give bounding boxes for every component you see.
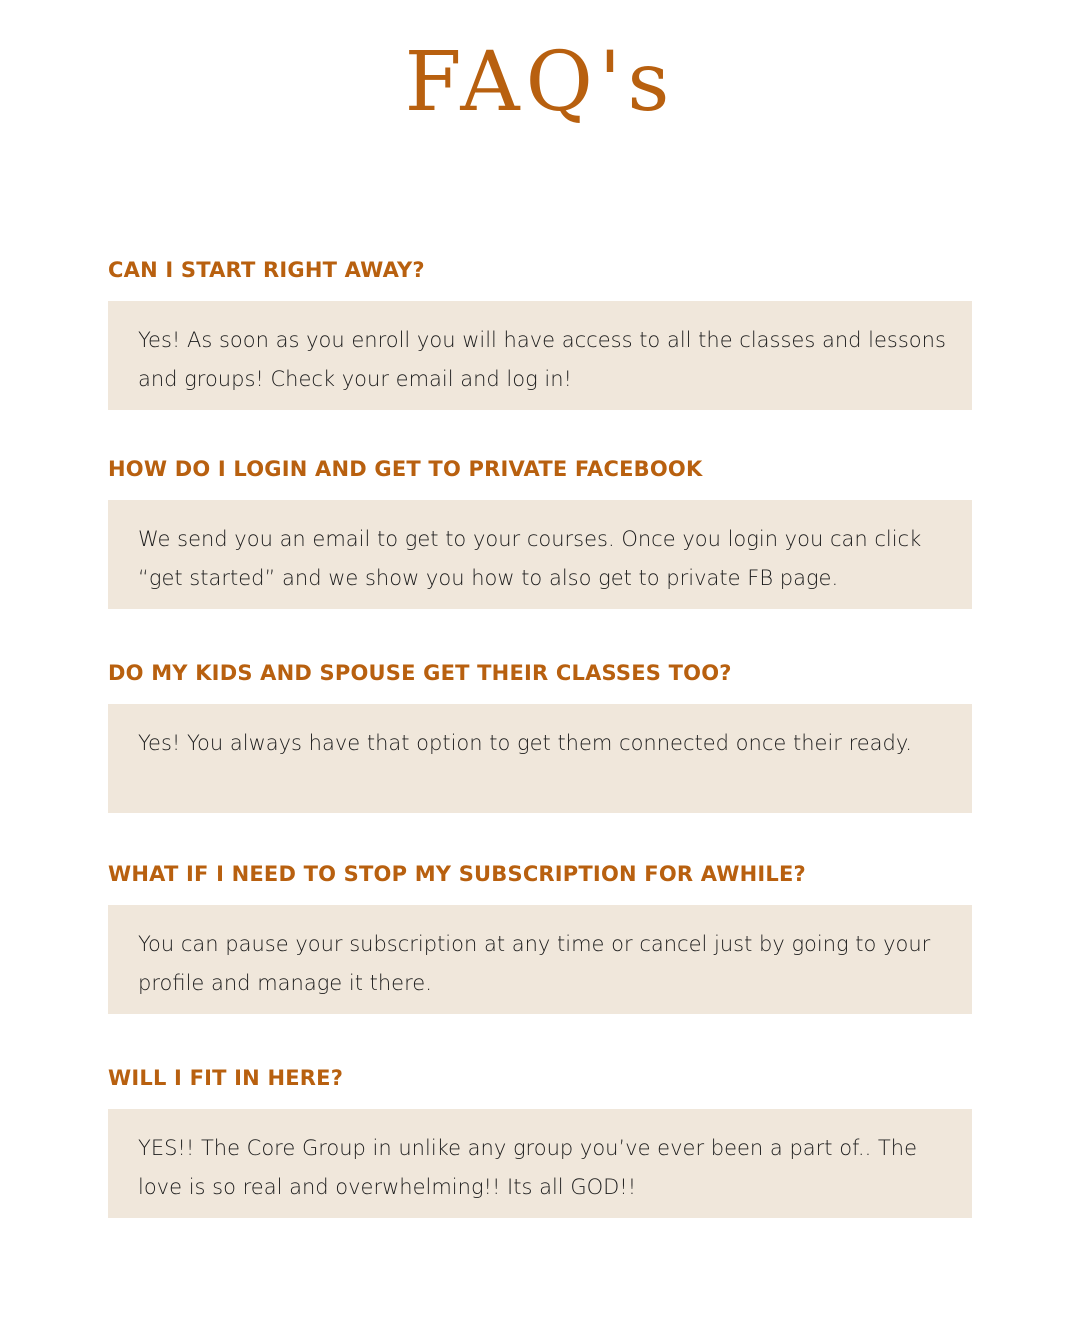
faq-answer: YES!! The Core Group in unlike any group you’ve ever been a part of.. The love is so real and overwhelming!! Its all GOD!! — [138, 1136, 917, 1199]
faq-question: WHAT IF I NEED TO STOP MY SUBSCRIPTION FOR AWHILE? — [108, 862, 806, 886]
faq-answer-box — [108, 301, 972, 410]
faq-question: WILL I FIT IN HERE? — [108, 1066, 344, 1090]
faq-item — [108, 254, 972, 391]
faq-answer: You can pause your subscription at any time or cancel just by going to your profile and manage it there. — [138, 932, 931, 995]
faq-answer-box — [108, 905, 972, 1014]
faq-question: DO MY KIDS AND SPOUSE GET THEIR CLASSES TOO? — [108, 661, 732, 685]
faq-item — [108, 453, 972, 590]
faq-item — [108, 1062, 972, 1199]
faq-question: CAN I START RIGHT AWAY? — [108, 258, 425, 282]
faq-question: HOW DO I LOGIN AND GET TO PRIVATE FACEBOOK — [108, 457, 703, 481]
faq-answer-box — [108, 1109, 972, 1218]
faq-item — [108, 657, 972, 755]
page-title: FAQ's — [404, 35, 676, 130]
faq-answer-box — [108, 500, 972, 609]
faq-item — [108, 858, 972, 995]
faq-answer: Yes! You always have that option to get them connected once their ready. — [138, 731, 912, 755]
faq-answer: We send you an email to get to your courses. Once you login you can click “get started” and we show you how to also get to private FB page. — [138, 527, 922, 590]
faq-answer: Yes! As soon as you enroll you will have access to all the classes and lessons and groups! Check your email and log in! — [138, 328, 946, 391]
faq-answer-box — [108, 704, 972, 813]
